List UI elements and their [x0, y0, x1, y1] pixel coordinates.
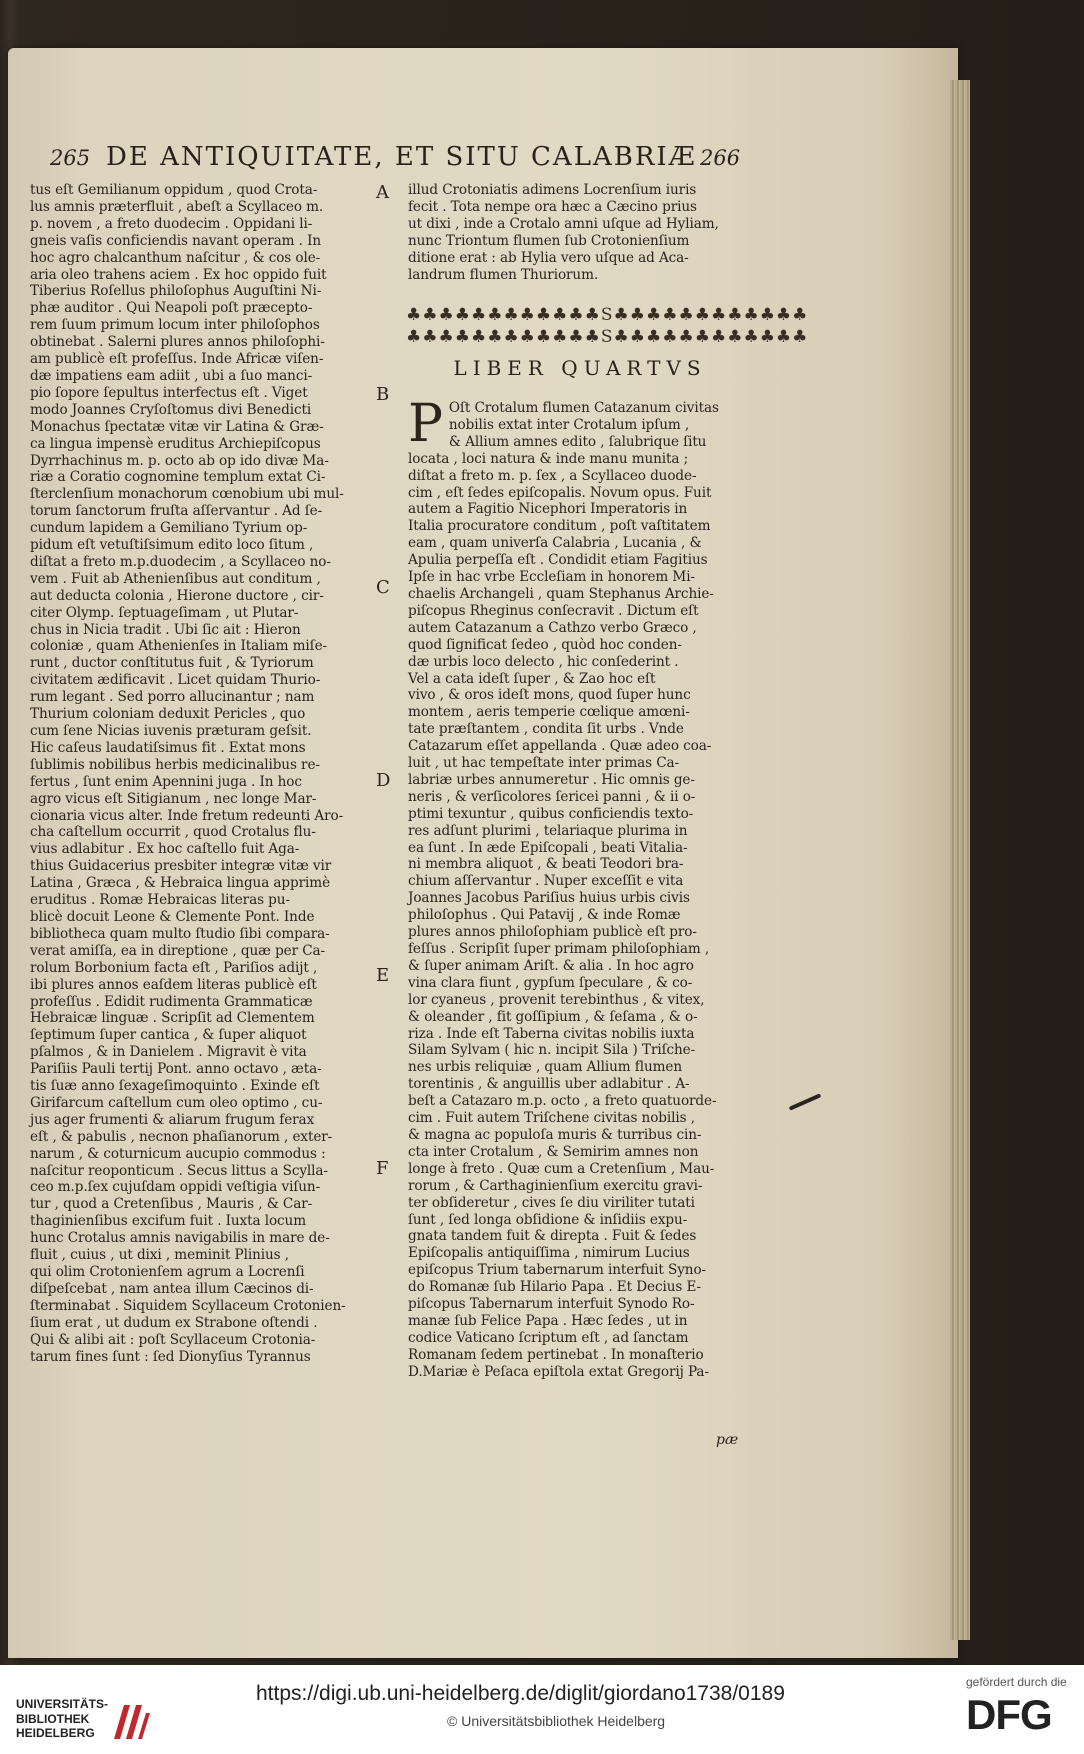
permalink-url[interactable]: https://digi.ub.uni-heidelberg.de/diglit/giordano1738/0189	[256, 1682, 785, 1705]
text-line: epiſcopus Trium tabernarum interfuit Syno-	[408, 1262, 707, 1279]
text-line: ut dixi , inde a Crotalo amni uſque ad Hyliam,	[408, 215, 719, 232]
text-line: riæ a Coratio cognomine templum extat Ci-	[30, 469, 326, 486]
text-line: ſunt , ſed longa obſidione & inſidiis expu-	[408, 1211, 688, 1228]
text-line: Dyrrhachinus m. p. octo ab op ido divæ Ma-	[30, 452, 329, 469]
text-line: tur , quod a Cretenſibus , Mauris , & Car-	[30, 1196, 313, 1213]
text-line: eſt , & pabulis , necnon phaſianorum , exter-	[30, 1128, 333, 1145]
text-line: tarum fines ſunt : ſed Dionyſius Tyrannus	[30, 1348, 311, 1365]
right-top-text	[408, 182, 766, 283]
ornament-row: ♣♣♣♣♣♣♣♣♣♣♣♣S♣♣♣♣♣♣♣♣♣♣♣♣	[406, 327, 809, 347]
text-line: feſſus . Scripſit ſuper primam philoſophiam ,	[408, 941, 710, 957]
text-line: piſcopus Tabernarum interfuit Synodo Ro-	[408, 1296, 695, 1313]
text-line: vius adlabitur . Ex hoc caſtello fuit Aga-	[30, 841, 300, 858]
text-line: am publicè eſt profeſſus. Inde Africæ viſen-	[30, 351, 324, 368]
text-line: rorum , & Carthaginienſium exercitu gravi-	[408, 1177, 703, 1194]
text-line: & magna ac populoſa muris & turribus cin-	[408, 1126, 702, 1143]
text-line: tus eſt Gemilianum oppidum , quod Crota-	[30, 182, 318, 198]
text-line: cim . Fuit autem Triſchene civitas nobilis ,	[408, 1110, 695, 1127]
text-line: longe à freto . Quæ cum a Cretenſium , Mau-	[408, 1160, 715, 1177]
text-line: manæ ſub Felice Papa . Hæc ſedes , ut in	[408, 1312, 688, 1329]
text-line: cta inter Crotalum , & Semirim amnes non	[408, 1143, 699, 1160]
text-line: neris , & verſicolores ſericei panni , & ii o-	[408, 788, 696, 805]
text-line: lus amnis præterfluit , abeſt a Scyllaceo m.	[30, 198, 324, 215]
ornamental-band	[406, 304, 809, 352]
text-line: ſublimis nobilibus herbis medicinalibus re-	[30, 756, 320, 773]
text-line: fluit , cuius , ut dixi , meminit Plinius ,	[30, 1247, 289, 1264]
page-edges	[950, 80, 970, 1640]
text-line: p. novem , a freto duodecim . Oppidani li-	[30, 215, 313, 232]
text-line: Epiſcopalis antiquiſſima , nimirum Lucius	[408, 1245, 690, 1262]
text-line: Hebraicæ linguæ . Scripſit ad Clementem	[30, 1010, 315, 1027]
text-line: agro vicus eſt Sitigianum , nec longe Mar-	[30, 790, 317, 807]
text-line: rolum Borbonium facta eſt , Pariſios adijt ,	[30, 959, 318, 976]
text-line: luit , ut hac tempeſtate inter primas Ca-	[408, 755, 680, 772]
page-number-right: 266	[700, 146, 741, 170]
text-line: Joannes Jacobus Pariſius huius urbis civis	[408, 890, 690, 907]
text-line: fecit . Tota nempe ora hæc a Cæcino prius	[408, 198, 697, 215]
text-line: ditione erat : ab Hylia vero uſque ad Aca-	[408, 249, 689, 266]
text-line: Hic caſeus laudatiſsimus fit . Extat mons	[30, 739, 306, 756]
text-line: hoc agro chalcanthum naſcitur , & cos ole-	[30, 249, 321, 266]
text-line: ter obſideretur , cives ſe diu viriliter tutati	[408, 1194, 695, 1211]
text-line: eam , quam univerſa Calabria , Lucania , &	[408, 535, 702, 552]
text-line: eruditus . Romæ Hebraicas literas pu-	[30, 892, 290, 909]
text-line: res adſunt plurimi , telariaque plurima in	[408, 822, 688, 839]
running-title: DE ANTIQUITATE, ET SITU CALABRIÆ	[106, 142, 697, 172]
text-line: runt , ductor conſtitutus fuit , & Tyriorum	[30, 655, 314, 672]
margin-letter: D	[376, 770, 391, 791]
text-line: torum ſanctorum fruſta aſſervantur . Ad ſe-	[30, 503, 323, 520]
text-line: ca lingua impensè eruditus Archiepiſcopus	[30, 435, 321, 452]
library-emblem-icon	[108, 1699, 154, 1745]
text-line: & oleander , fit goſſipium , & ſeſama , & o-	[408, 1008, 698, 1025]
text-line: piſcopus Rheginus conſecravit . Dictum eſt	[408, 602, 699, 619]
ornament-row: ♣♣♣♣♣♣♣♣♣♣♣♣S♣♣♣♣♣♣♣♣♣♣♣♣	[406, 305, 809, 325]
text-line: chus in Nicia tradit . Ubi ſic ait : Hieron	[30, 621, 301, 638]
text-line: & Allium amnes edito , ſalubrique ſitu	[448, 433, 707, 450]
text-line: ibi plures annos eaſdem literas publicè eſt	[30, 976, 317, 993]
text-line: fertus , ſunt enim Apennini juga . In hoc	[30, 773, 302, 790]
text-line: tis ſuæ anno ſexageſimoquinto . Exinde eſt	[30, 1078, 320, 1095]
text-line: nobilis extat inter Crotalum ipſum ,	[448, 416, 690, 433]
text-line: lor cyaneus , provenit terebinthus , & vitex,	[408, 991, 705, 1008]
text-line: pſalmos , & in Danielem . Migravit è vita	[30, 1044, 307, 1061]
text-line: chium aſſervantur . Nuper exceſſit e vita	[408, 873, 684, 890]
text-line: qui olim Crotonienſem agrum a Locrenſi	[30, 1264, 305, 1280]
text-line: obtinebat . Salerni plures annos philoſophi-	[30, 334, 325, 351]
text-line: torentinis , & anguillis uber adlabitur . A-	[408, 1076, 690, 1093]
text-line: vina clara fiunt , gypſum ſpeculare , & co-	[408, 974, 693, 991]
catchword: pæ	[716, 1432, 739, 1448]
library-logo[interactable]	[16, 1697, 186, 1749]
text-line: Silam Sylvam ( hic n. incipit Sila ) Triſche-	[408, 1042, 696, 1059]
text-line: Catazarum eſſet appellanda . Quæ adeo coa-	[408, 738, 712, 755]
text-line: Romanam ſedem pertinebat . In monaſterio	[408, 1346, 704, 1363]
text-line: verat amiſſa, ea in direptione , quæ per Ca-	[30, 942, 326, 959]
margin-letter: C	[376, 577, 390, 598]
text-line: Thurium coloniam deduxit Pericles , quo	[30, 706, 306, 723]
text-line: pio ſopore ſepultus interfectus eſt . Viget	[30, 384, 308, 401]
text-line: rum legant . Sed porro allucinantur ; nam	[30, 689, 315, 706]
text-line: vem . Fuit ab Athenienſibus aut conditum ,	[30, 570, 321, 587]
text-line: thaginienſibus excifum fuit . Iuxta locum	[30, 1213, 307, 1230]
viewer-footer	[0, 1665, 1084, 1754]
copyright-text: © Universitätsbibliothek Heidelberg	[447, 1713, 666, 1729]
margin-letter: A	[376, 182, 389, 203]
running-header	[48, 140, 748, 176]
text-line: Monachus ſpectatæ vitæ vir Latina & Græ-	[30, 418, 324, 435]
text-line: ni membra aliquot , & beati Teodori bra-	[408, 856, 684, 873]
text-line: dæ urbis loco delecto , hic conſederint .	[408, 653, 679, 670]
funding-label: gefördert durch die	[966, 1675, 1067, 1689]
text-line: autem Catazanum a Cathzo verbo Græco ,	[408, 619, 697, 636]
left-text-column	[30, 182, 386, 1365]
text-line: bibliotheca quam multo ſtudio ſibi compara-	[30, 925, 330, 942]
text-line: cionaria vicus alter. Inde fretum redeunti Aro-	[30, 807, 344, 824]
text-line: plures annos philoſophiam publicè eſt pro-	[408, 924, 697, 941]
text-line: beſt a Catazaro m.p. octo , a freto quatuorde-	[408, 1093, 717, 1110]
text-line: dæ impatiens eam adiit , ubi a ſuo manci-	[30, 367, 313, 384]
text-line: ſeptimum ſuper cantica , & ſuper aliquot	[30, 1027, 307, 1044]
text-line: autem a Fagitio Nicephori Imperatoris in	[408, 501, 688, 518]
text-line: labriæ urbes annumeretur . Hic omnis ge-	[408, 771, 695, 788]
text-line: riza . Inde eſt Taberna civitas nobilis iuxta	[408, 1025, 695, 1042]
text-line: civitatem ædificavit . Licet quidam Thurio-	[30, 672, 321, 689]
library-name: UNIVERSITÄTS- BIBLIOTHEK HEIDELBERG	[16, 1697, 109, 1740]
text-line: Pariſiis Pauli tertij Pont. anno octavo , æta-	[30, 1061, 322, 1078]
text-line: cum ſene Nicias iuvenis præturam geſsit.	[30, 723, 312, 739]
text-line: cim , eſt ſedes epiſcopalis. Novum opus. Fuit	[408, 484, 712, 501]
book-heading: LIBER QUARTVS	[453, 356, 707, 380]
text-line: cundum lapidem a Gemiliano Tyrium op-	[30, 520, 308, 537]
text-line: aria oleo trahens aciem . Ex hoc oppido fuit	[30, 266, 327, 283]
margin-letter: E	[376, 965, 390, 986]
text-line: illud Crotoniatis adimens Locrenſium iuris	[408, 182, 697, 198]
text-line: locata , loci natura & inde manu munita ;	[408, 450, 689, 467]
text-line: philoſophus . Qui Patavij , & inde Romæ	[408, 907, 681, 924]
text-line: ea ſunt . In æde Epiſcopali , beati Vitalia-	[408, 839, 688, 856]
text-line: do Romanæ ſub Hilario Papa . Et Decius E-	[408, 1279, 702, 1296]
text-line: chaelis Archangeli , quam Stephanus Archie-	[408, 585, 714, 602]
page-number-left: 265	[50, 146, 91, 170]
text-line: Vel a cata ideſt ſuper , & Zao hoc eſt	[408, 670, 656, 687]
text-line: cha caſtellum occurrit , quod Crotalus flu-	[30, 824, 316, 841]
text-line: nunc Triontum flumen ſub Crotonienſium	[408, 232, 690, 249]
text-line: ſterminabat . Siquidem Scyllaceum Crotonien-	[30, 1297, 346, 1314]
text-line: ptimi texuntur , quibus conficiendis texto-	[408, 805, 694, 822]
text-line: Ipſe in hac vrbe Eccleſiam in honorem Mi-	[408, 569, 695, 586]
text-line: Girifarcum caſtellum cum oleo optimo , cu-	[30, 1094, 323, 1111]
text-line: hunc Crotalus amnis navigabilis in mare de-	[30, 1230, 330, 1247]
text-line: & ſuper animam Ariſt. & alia . In hoc agro	[408, 957, 694, 974]
text-line: D.Mariæ è Peſaca epiſtola extat Gregorij Pa-	[408, 1363, 709, 1380]
text-line: rem ſuum primum locum inter philoſophos	[30, 317, 320, 334]
dfg-logo[interactable]: DFG	[966, 1691, 1052, 1738]
text-line: codice Vaticano ſcriptum eſt , ad ſanctam	[408, 1329, 689, 1346]
text-line: Tiberius Roſellus philoſophus Auguſtini Ni-	[30, 283, 322, 300]
text-line: naſcitur reoponticum . Secus littus a Scylla-	[30, 1162, 328, 1179]
text-line: phæ auditor . Qui Neapoli poſt præcepto-	[30, 300, 313, 317]
text-line: profeſſus . Edidit rudimenta Grammaticæ	[30, 993, 313, 1010]
drop-capital: P	[408, 394, 443, 454]
text-line: landrum flumen Thuriorum.	[408, 266, 599, 283]
margin-letter: F	[376, 1158, 389, 1179]
text-line: diſtat a freto m. p. ſex , a Scyllaceo duode-	[408, 467, 697, 484]
text-line: modo Joannes Cryſoſtomus divi Benedicti	[30, 401, 312, 418]
text-line: Qui & alibi ait : poſt Scyllaceum Crotonia-	[30, 1331, 316, 1348]
text-line: quod ſignificat ſedeo , quòd hoc conden-	[408, 636, 682, 653]
text-line: montem , aeris temperie cœlique amœni-	[408, 704, 690, 721]
text-line: jus ager frumenti & aliarum frugum ferax	[30, 1111, 315, 1128]
text-line: ceo m.p.ſex cujuſdam oppidi veſtigia viſun-	[30, 1179, 321, 1196]
text-line: aut deducta colonia , Hierone ductore , cir-	[30, 587, 324, 604]
text-line: narum , & coturnicum aucupio commodus :	[30, 1145, 326, 1162]
text-line: coloniæ , quam Athenienſes in Italiam miſe-	[30, 638, 328, 655]
text-line: gneis vaſis conficiendis navant operam . In	[30, 232, 322, 249]
text-line: Apulia perpeſſa eſt . Condidit etiam Fagitius	[408, 552, 708, 569]
text-line: nes urbis reliquiæ , quam Allium flumen	[408, 1059, 683, 1076]
right-text-column	[408, 394, 766, 1381]
margin-letter: B	[376, 384, 390, 405]
text-line: Oſt Crotalum flumen Catazanum civitas	[448, 400, 719, 416]
text-line: ſium erat , ut dudum ex Strabone oſtendi .	[30, 1314, 318, 1331]
text-line: Latina , Græca , & Hebraica lingua apprimè	[30, 875, 331, 892]
text-line: blicè docuit Leone & Clemente Pont. Inde	[30, 908, 315, 925]
text-line: gnata tandem fuit & direpta . Fuit & ſedes	[408, 1228, 697, 1245]
text-line: vivo , & oros ideſt mons, quod ſuper hunc	[408, 687, 691, 704]
text-line: citer Olymp. ſeptuageſimam , ut Plutar-	[30, 604, 299, 621]
text-line: diſtat a freto m.p.duodecim , a Scyllaceo no-	[30, 553, 331, 570]
text-line: pidum eſt vetuſtiſsimum edito loco ſitum ,	[30, 537, 314, 554]
text-line: Italia procuratore conditum , poſt vaſtitatem	[408, 518, 711, 535]
text-line: diſpeſcebat , nam antea illum Cæcinos di-	[30, 1280, 314, 1297]
text-line: thius Guidacerius presbiter integræ vitæ vir	[30, 858, 332, 875]
text-line: ſterclenſium monachorum cœnobium ubi mul-	[30, 486, 344, 503]
text-line: tate præſtantem , condita ſit urbs . Vnde	[408, 721, 684, 738]
